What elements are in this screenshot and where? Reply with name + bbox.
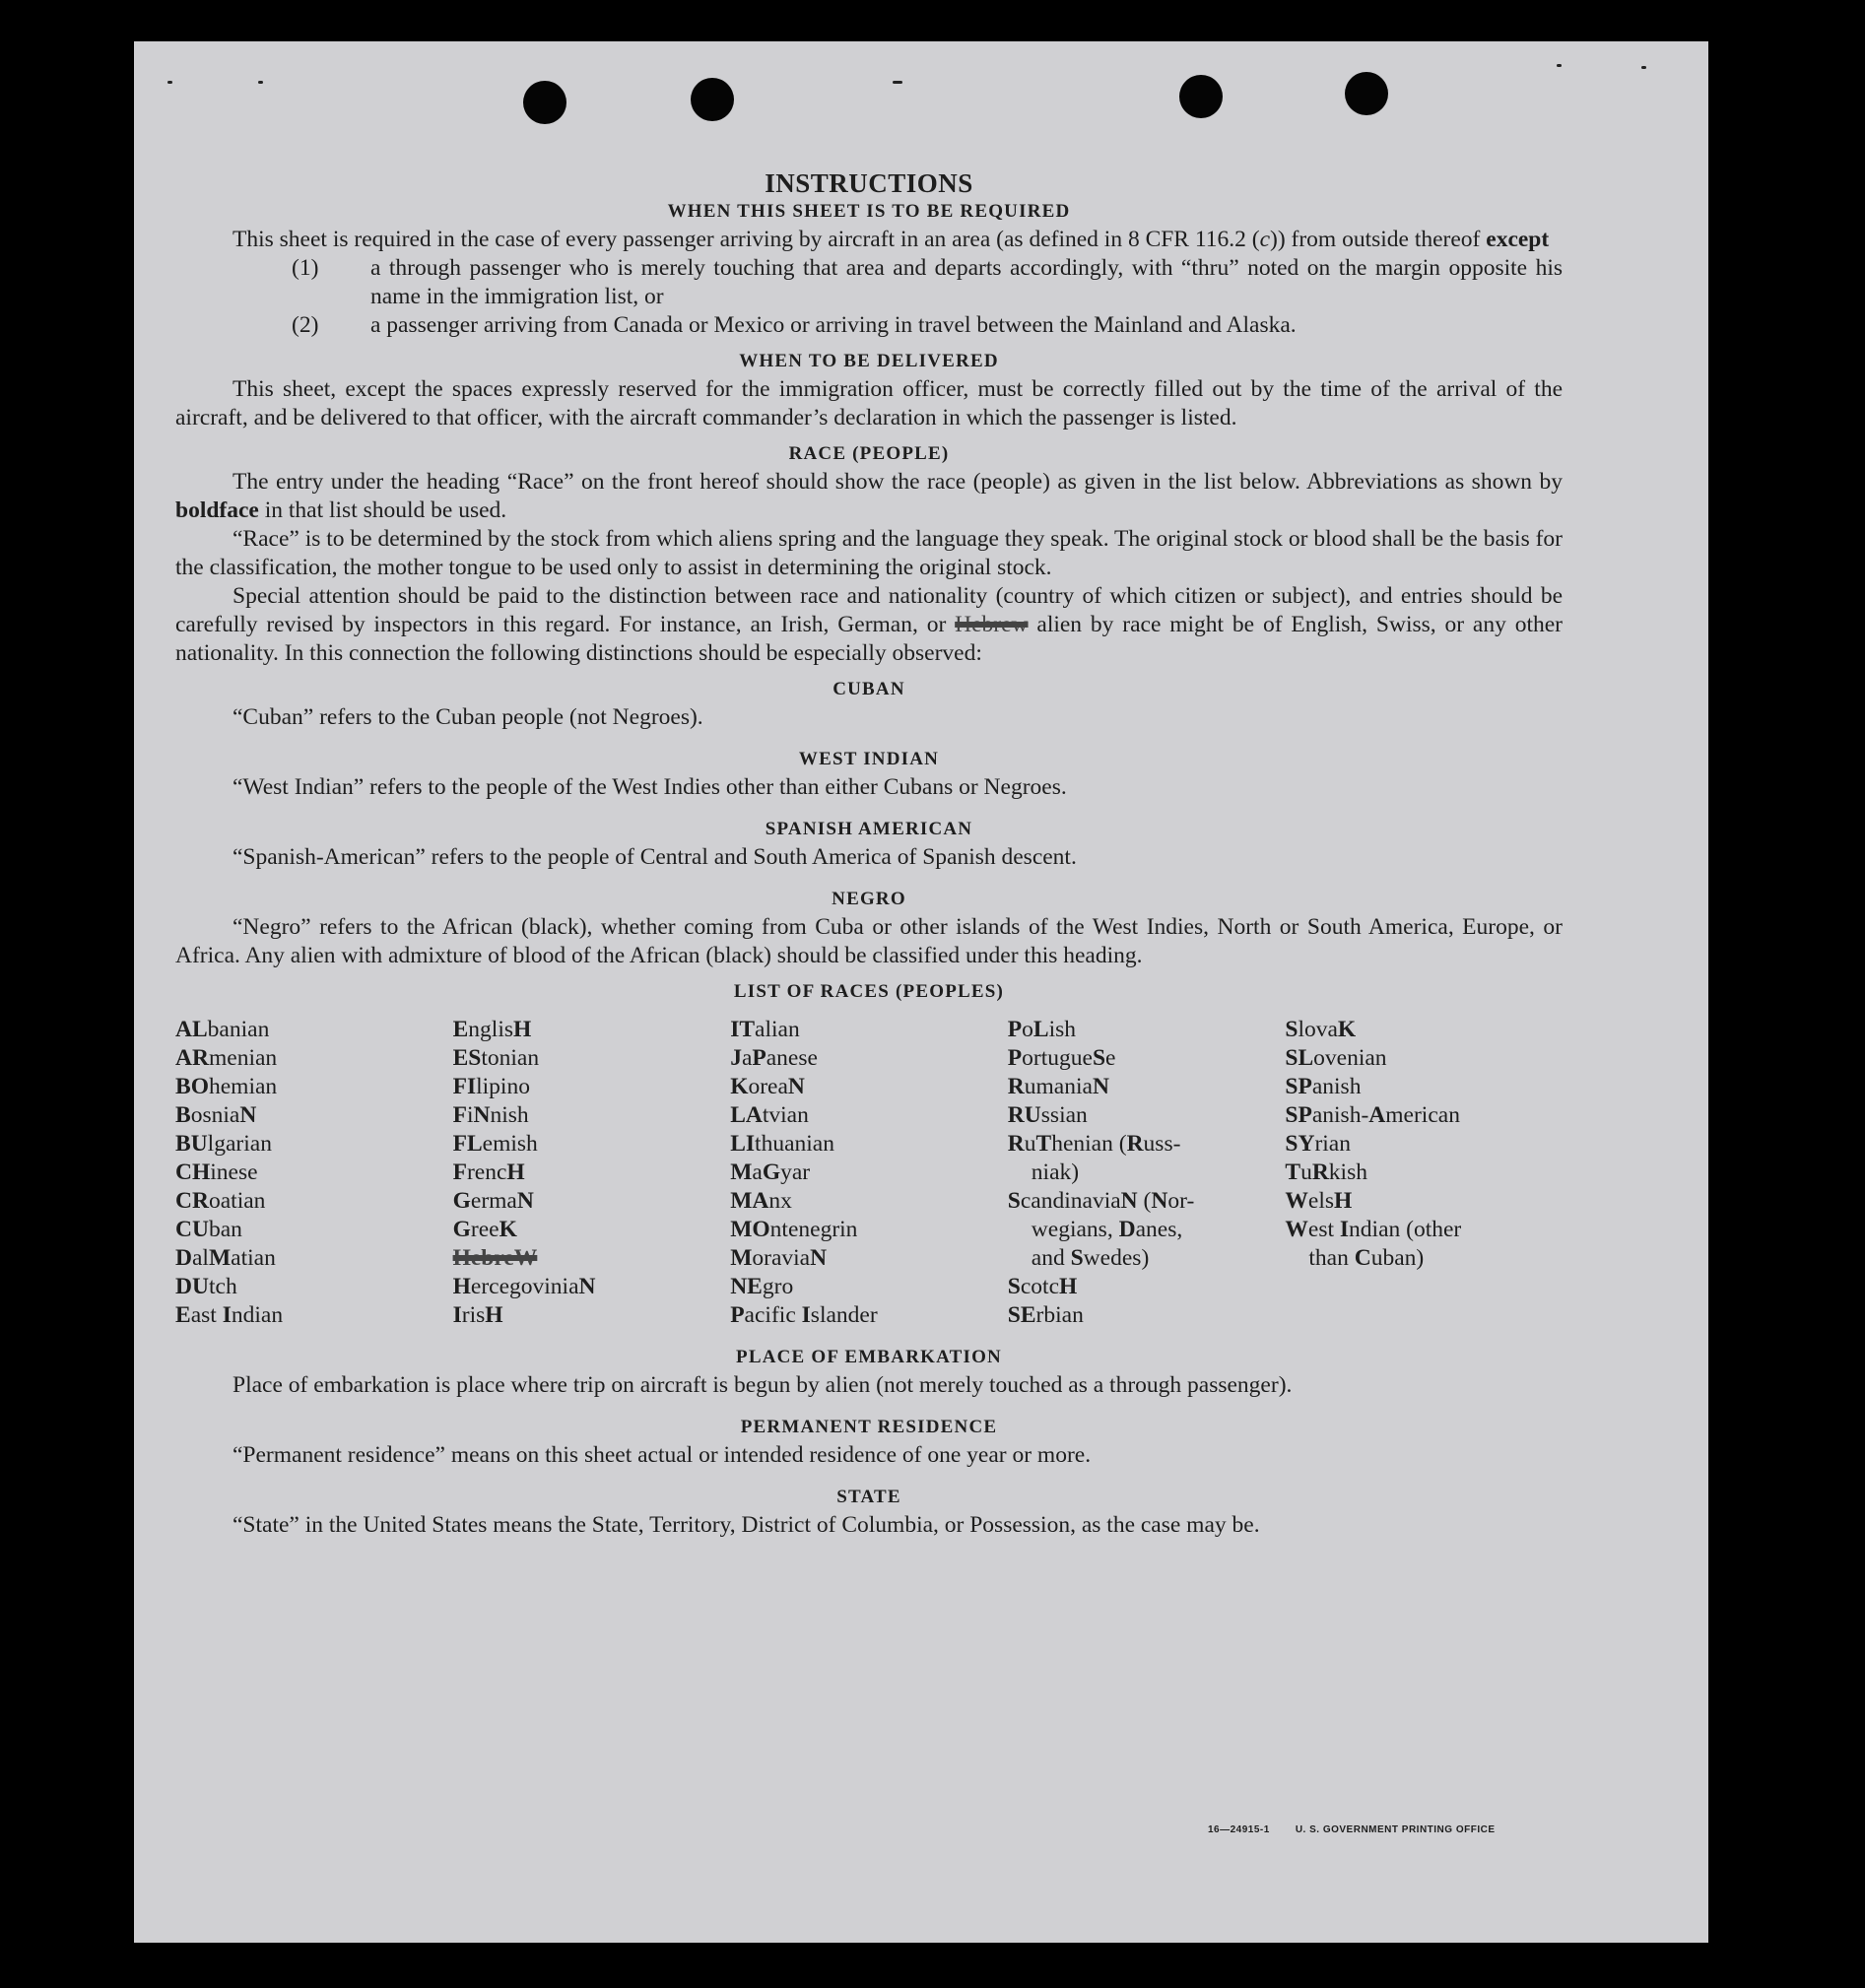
exception-number: (2): [292, 312, 319, 338]
exception-text: a through passenger who is merely touching that area and departs accordingly, with “thru” noted on the margin opposite his name in the immigration list, or: [370, 255, 1563, 309]
race-item: SLovenian: [1285, 1045, 1387, 1071]
heading-list-of-races: LIST OF RACES (PEOPLES): [733, 981, 1005, 1002]
race-item: SYrian: [1285, 1131, 1351, 1157]
form-number: 16—24915-1: [1208, 1824, 1270, 1835]
race-item-continuation: than Cuban): [1308, 1245, 1425, 1271]
heading-residence: PERMANENT RESIDENCE: [740, 1417, 998, 1437]
paper-speck: [167, 81, 172, 84]
race-item: ScotcH: [1007, 1274, 1078, 1299]
exceptions-list: [175, 254, 1563, 340]
race-item: TuRkish: [1285, 1160, 1367, 1185]
heading-cuban: CUBAN: [833, 679, 905, 699]
race-item: West Indian (other: [1285, 1217, 1462, 1242]
race-item: ScandinaviaN (Nor-: [1007, 1188, 1195, 1214]
race-item: SPanish: [1285, 1074, 1362, 1099]
state-text: “State” in the United States means the State, Territory, District of Columbia, or Possession, as the case may be.: [233, 1512, 1260, 1538]
required-intro: [175, 226, 1563, 254]
race-item: HercegoviniaN: [452, 1274, 596, 1299]
race-item: CRoatian: [175, 1188, 266, 1214]
races-column-3: [730, 1016, 1008, 1330]
race-item: MAnx: [730, 1188, 792, 1214]
race-item-continuation: and Swedes): [1031, 1245, 1150, 1271]
race-item: FIlipino: [452, 1074, 530, 1099]
punch-hole: [1345, 72, 1388, 115]
race-item: KoreaN: [730, 1074, 805, 1099]
spanish-american-text: “Spanish-American” refers to the people of Central and South America of Spanish descent.: [233, 844, 1077, 870]
race-p1-text-a: The entry under the heading “Race” on the front hereof should show the race (people) as given in the list below. Abbreviations as shown by: [233, 469, 1563, 495]
race-item: DUtch: [175, 1274, 237, 1299]
race-p3-text-b: alien by race might be of English, Swiss, or any other nationality. In this connection the following distinctions should be especially observed:: [175, 612, 1563, 666]
race-item: MOntenegrin: [730, 1217, 858, 1242]
intro-text-a: This sheet is required in the case of every passenger arriving by aircraft in an area (as defined in 8 CFR 116.2 (: [233, 227, 1260, 252]
race-item: FLemish: [452, 1131, 538, 1157]
instructions-body: [175, 169, 1563, 1540]
punch-hole: [1179, 75, 1223, 118]
race-item-continuation: niak): [1031, 1160, 1080, 1185]
race-item: IrisH: [452, 1302, 503, 1328]
races-column-1: [175, 1016, 453, 1330]
race-item: LIthuanian: [730, 1131, 834, 1157]
race-item: SErbian: [1007, 1302, 1084, 1328]
intro-text-c: c: [1259, 227, 1270, 252]
race-item-struck: HebreW: [452, 1245, 538, 1271]
exception-number: (1): [292, 255, 319, 281]
race-p1-text-b: in that list should be used.: [258, 497, 507, 523]
race-item: FiNnish: [452, 1102, 529, 1128]
punch-hole: [523, 81, 566, 124]
races-column-5: [1285, 1016, 1563, 1330]
intro-except: except: [1486, 227, 1550, 252]
race-item: GermaN: [452, 1188, 534, 1214]
heading-when-delivered: WHEN TO BE DELIVERED: [739, 351, 999, 371]
paper-speck: [258, 81, 263, 84]
exception-item: [175, 254, 1563, 311]
heading-west-indian: WEST INDIAN: [798, 749, 940, 769]
heading-negro: NEGRO: [832, 889, 906, 909]
race-item-continuation: wegians, Danes,: [1031, 1217, 1183, 1242]
race-item: BosniaN: [175, 1102, 257, 1128]
race-item: BOhemian: [175, 1074, 278, 1099]
page-title: INSTRUCTIONS: [765, 168, 973, 198]
race-item: BUlgarian: [175, 1131, 272, 1157]
heading-spanish-american: SPANISH AMERICAN: [765, 819, 973, 839]
race-p1-boldface: boldface: [175, 497, 259, 523]
printer-name: U. S. GOVERNMENT PRINTING OFFICE: [1295, 1824, 1496, 1835]
race-item: ARmenian: [175, 1045, 278, 1071]
race-item: PoLish: [1007, 1017, 1077, 1042]
residence-text: “Permanent residence” means on this sheet actual or intended residence of one year or more.: [233, 1442, 1092, 1468]
race-p3-text-a: Special attention should be paid to the distinction between race and nationality (country of which citizen or subject), and entries should be carefully revised by inspectors in this regard. For instance, an Irish, German, or: [175, 583, 1563, 637]
race-item: MoraviaN: [730, 1245, 828, 1271]
delivered-text: This sheet, except the spaces expressly reserved for the immigration officer, must be correctly filled out by the time of the arrival of the aircraft, and be delivered to that officer, with the aircraft commander’s declaration in which the passenger is listed.: [175, 376, 1563, 431]
printer-imprint: [1208, 1824, 1521, 1835]
race-item: ALbanian: [175, 1017, 270, 1042]
paper-speck: [893, 81, 902, 84]
paper-speck: [1641, 66, 1646, 69]
intro-text-b: )) from outside thereof: [1270, 227, 1487, 252]
race-item: DalMatian: [175, 1245, 276, 1271]
heading-state: STATE: [836, 1487, 901, 1507]
race-item: NEgro: [730, 1274, 794, 1299]
heading-race: RACE (PEOPLE): [788, 443, 950, 464]
exception-item: [175, 311, 1563, 340]
race-item: CHinese: [175, 1160, 258, 1185]
heading-embarkation: PLACE OF EMBARKATION: [736, 1347, 1002, 1367]
cuban-text: “Cuban” refers to the Cuban people (not Negroes).: [233, 704, 703, 730]
race-item: WelsH: [1285, 1188, 1353, 1214]
struck-word: Hebrew: [955, 612, 1029, 637]
race-item: RumaniaN: [1007, 1074, 1109, 1099]
races-column-2: [453, 1016, 731, 1330]
west-indian-text: “West Indian” refers to the people of the West Indies other than either Cubans or Negroes.: [233, 774, 1067, 800]
race-item: GreeK: [452, 1217, 517, 1242]
races-column-4: [1008, 1016, 1286, 1330]
race-item: LAtvian: [730, 1102, 809, 1128]
race-item: East Indian: [175, 1302, 284, 1328]
race-item: PortugueSe: [1007, 1045, 1116, 1071]
paper-speck: [1557, 64, 1562, 67]
race-paragraph-1: [175, 468, 1563, 525]
race-item: ITalian: [730, 1017, 800, 1042]
race-item: Pacific Islander: [730, 1302, 878, 1328]
embarkation-text: Place of embarkation is place where trip on aircraft is begun by alien (not merely touched as a through passenger).: [233, 1372, 1293, 1398]
race-item: RUssian: [1007, 1102, 1088, 1128]
race-item: JaPanese: [730, 1045, 818, 1071]
race-item: MaGyar: [730, 1160, 811, 1185]
exception-text: a passenger arriving from Canada or Mexico or arriving in travel between the Mainland and Alaska.: [370, 312, 1297, 338]
race-item: SlovaK: [1285, 1017, 1357, 1042]
negro-text: “Negro” refers to the African (black), whether coming from Cuba or other islands of the West Indies, North or South America, Europe, or Africa. Any alien with admixture of blood of the African (black) should be classified under this heading.: [175, 914, 1563, 968]
race-paragraph-3: [175, 582, 1563, 668]
race-item: CUban: [175, 1217, 242, 1242]
races-list: [175, 1016, 1563, 1330]
race-item: EStonian: [452, 1045, 540, 1071]
race-item: SPanish-American: [1285, 1102, 1460, 1128]
instruction-sheet: [134, 41, 1708, 1943]
punch-hole: [691, 78, 734, 121]
heading-when-required: WHEN THIS SHEET IS TO BE REQUIRED: [667, 201, 1071, 222]
race-item: RuThenian (Russ-: [1007, 1131, 1181, 1157]
race-item: EnglisH: [452, 1017, 532, 1042]
race-paragraph-2: “Race” is to be determined by the stock from which aliens spring and the language they speak. The original stock or blood shall be the basis for the classification, the mother tongue to be used only to assist in determining the original stock.: [175, 526, 1563, 580]
race-item: FrencH: [452, 1160, 525, 1185]
